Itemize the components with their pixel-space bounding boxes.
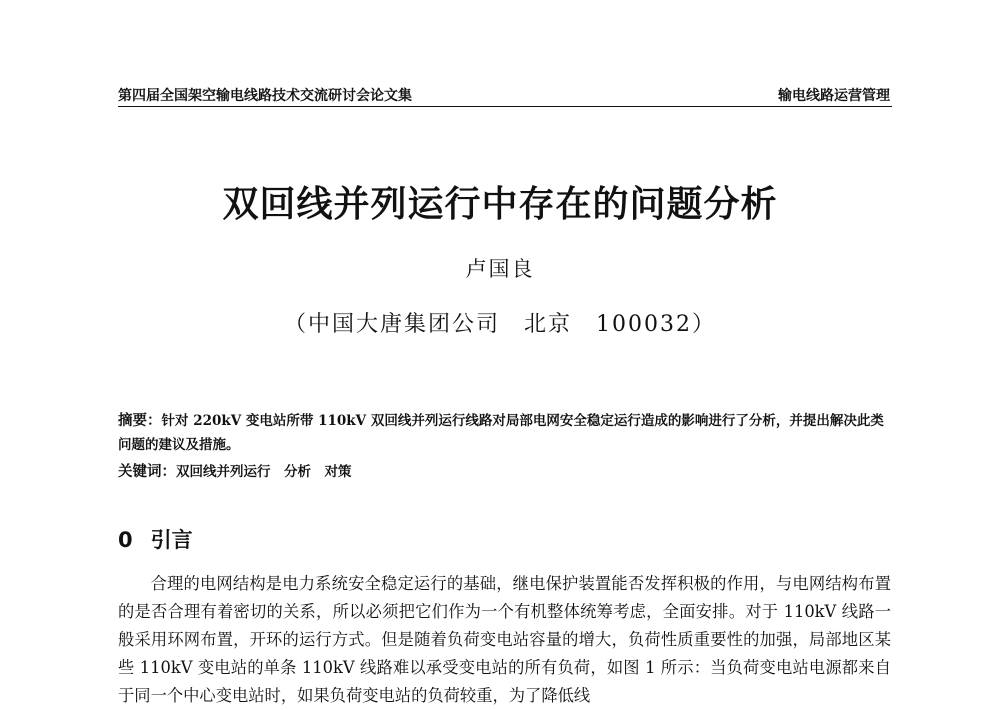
abstract [118, 409, 893, 457]
body-paragraph: 合理的电网结构是电力系统安全稳定运行的基础，继电保护装置能否发挥积极的作用，与电网结构布置的是否合理有着密切的关系，所以必须把它们作为一个有机整体统筹考虑，全面安排。对于 110kV 线路一般采用环网布置，开环的运行方式。但是随着负荷变电站容量的增大，负荷性质重要性的加强，局部地区某些 110kV 变电站的单条 110kV 线路难以承受变电站的所有负荷，如图 1 所示：当负荷变电站电源都来自于同一个中心变电站时，如果负荷变电站的负荷较重，为了降低线 [118, 574, 891, 705]
keywords-text: 双回线并列运行 分析 对策 [176, 464, 352, 480]
section-heading [118, 524, 193, 554]
keywords-label: 关键词： [118, 464, 176, 480]
header-section-title: 输电线路运营管理 [778, 88, 890, 104]
author-name: 卢国良 [465, 257, 535, 281]
running-header [118, 84, 892, 107]
section-title: 引言 [150, 528, 193, 552]
keywords [118, 460, 893, 481]
abstract-text: 针对 220kV 变电站所带 110kV 双回线并列运行线路对局部电网安全稳定运行造成的影响进行了分析，并提出解决此类问题的建议及措施。 [118, 413, 884, 453]
section-number: 0 [118, 528, 133, 552]
abstract-label: 摘要： [118, 413, 162, 429]
header-proceedings-title: 第四届全国架空输电线路技术交流研讨会论文集 [118, 88, 412, 104]
author-affiliation: （中国大唐集团公司 北京 100032） [284, 312, 716, 337]
paper-title: 双回线并列运行中存在的问题分析 [222, 184, 778, 225]
